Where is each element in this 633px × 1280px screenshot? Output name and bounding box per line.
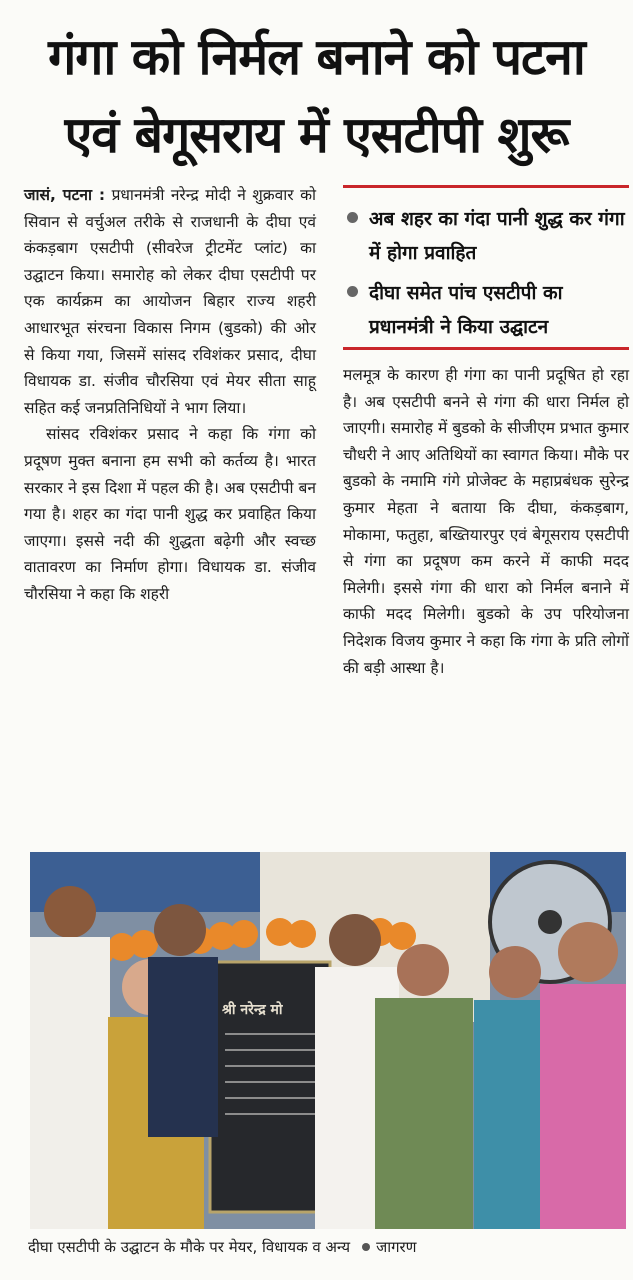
event-photo xyxy=(30,852,626,1229)
headline-line-2: एवं बेगूसराय में एसटीपी शुरू xyxy=(64,106,569,164)
article-paragraph-3: मलमूत्र के कारण ही गंगा का पानी प्रदूषित हो रहा है। अब एसटीपी बनने से गंगा की धारा निर्मल हो जाएगी। समारोह में बुडको के सीजीएम प्रभात कुमार चौधरी ने आए अतिथियों का स्वागत किया। मौके पर बुडको के नमामि गंगे प्रोजेक्ट के महाप्रबंधक सुरेन्द्र कुमार मेहता ने बताया कि दीघा, कंकड़बाग, मोकामा, फतुहा, बख्तियारपुर एवं बेगूसराय एसटीपी से गंगा का प्रदूषण कम करने में काफी मदद मिलेगी। इससे गंगा की धारा को निर्मल बनाने में काफी मदद मिलेगी। बुडको के उप परियोजना निदेशक विजय कुमार ने कहा कि गंगा के प्रति लोगों की बड़ी आस्था है। xyxy=(343,366,629,677)
article-paragraph-2: सांसद रविशंकर प्रसाद ने कहा कि गंगा को प्रदूषण मुक्त बनाना हम सभी को कर्तव्य है। भारत सरकार ने इस दिशा में पहल की है। अब एसटीपी बन गया है। शहर का गंदा पानी शुद्ध कर प्रवाहित किया जाएगा। इससे नदी की शुद्धता बढ़ेगी और स्वच्छ वातावरण का निर्माण होगा। विधायक डा. संजीव चौरसिया ने कहा कि शहरी xyxy=(24,425,316,603)
event-photo-illustration xyxy=(30,852,626,1229)
paragraph-1-text: प्रधानमंत्री नरेन्द्र मोदी ने शुक्रवार को सिवान से वर्चुअल तरीके से राजधानी के दीघा एवं कंकड़बाग एसटीपी (सीवरेज ट्रीटमेंट प्लांट) का उद्घाटन किया। समारोह को लेकर दीघा एसटीपी पर एक कार्यक्रम का आयोजन बिहार राज्य शहरी आधारभूत संरचना विकास निगम (बुडको) की ओर से किया गया, जिसमें सांसद रविशंकर प्रसाद, दीघा विधायक डा. संजीव चौरसिया एवं मेयर सीता साहू सहित कई जनप्रतिनिधियों ने भाग लिया। xyxy=(24,186,316,417)
highlight-item xyxy=(343,202,629,270)
bullet-icon xyxy=(362,1243,370,1251)
highlight-text-1: अब शहर का गंदा पानी शुद्ध कर गंगा में होगा प्रवाहित xyxy=(369,208,625,264)
highlight-item xyxy=(343,276,629,344)
plaque-text: श्री नरेन्द्र मो xyxy=(222,1002,283,1018)
article-column-right xyxy=(343,362,629,681)
bullet-icon xyxy=(347,286,358,297)
article-paragraph-1 xyxy=(24,182,316,421)
photo-caption xyxy=(28,1236,628,1258)
caption-text: दीघा एसटीपी के उद्घाटन के मौके पर मेयर, विधायक व अन्य xyxy=(28,1238,351,1256)
article-column-left xyxy=(24,182,316,608)
byline: जासं, पटना : xyxy=(24,186,106,204)
headline-line-1: गंगा को निर्मल बनाने को पटना xyxy=(48,28,585,86)
brand-name: जागरण xyxy=(376,1238,417,1256)
bullet-icon xyxy=(347,212,358,223)
headline xyxy=(12,18,621,174)
highlight-text-2: दीघा समेत पांच एसटीपी का प्रधानमंत्री ने किया उद्घाटन xyxy=(369,282,563,338)
highlights-box xyxy=(343,185,629,350)
